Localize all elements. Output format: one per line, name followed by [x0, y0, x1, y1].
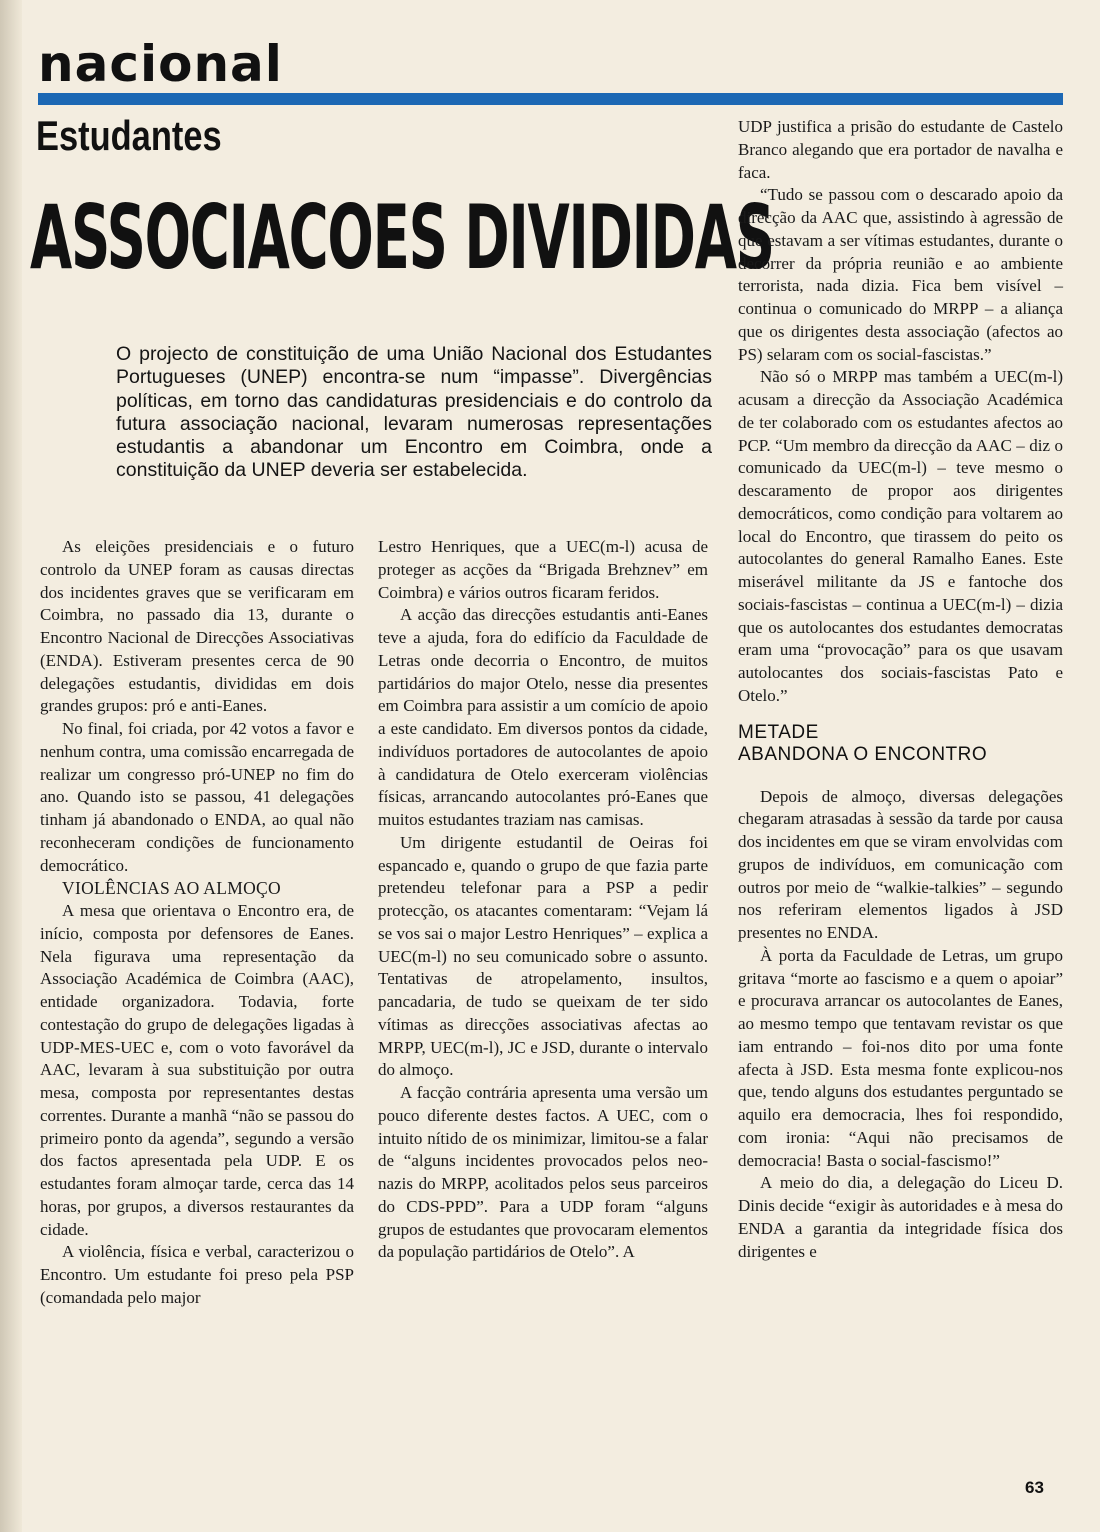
paragraph: Depois de almoço, diversas delegações chegaram atrasadas à sessão da tarde por causa dos incidentes em que se viram envolvidas com grupos de indivíduos, em comunicação com outros por meio de “walkie-talkies” – segundo nos referiram elementos ligados à JSD presentes no ENDA.: [738, 786, 1063, 942]
page-edge-shadow: [0, 0, 22, 1532]
article-kicker: Estudantes: [36, 112, 222, 159]
section-title: nacional: [38, 35, 283, 93]
section-rule: [38, 93, 1063, 105]
paragraph: Não só o MRPP mas também a UEC(m-l) acusam a direcção da Associação Académica de ter colaborado com os estudantes afectos ao PCP. “Um membro da direcção da AAC – diz o comunicado da UEC(m-l) – teve mesmo o descaramento de propor aos dirigentes democráticos, como condição para voltarem ao local do Encontro, que tirassem do peito os autocolantes do general Ramalho Eanes. Este miserável militante da JS e fantoche dos sociais-fascistas – continua a UEC(m-l) – dizia que os autolocantes dos estudantes democratas eram uma “provocação” para os que usavam autolocantes dos sociais-fascistas Pato e Otelo.”: [738, 367, 1063, 705]
paragraph: A mesa que orientava o Encontro era, de início, composta por defensores de Eanes. Nela figurava uma representação da Associação Académica de Coimbra (AAC), entidade organizadora. Todavia, forte contestação do grupo de delegações ligadas à UDP-MES-UEC e, com o voto favorável da AAC, levaram à sua substituição por outra mesa, composta por representantes destas correntes. Durante a manhã “não se passou do primeiro ponto da agenda”, segundo a versão dos factos apresentada pela UDP. E os estudantes foram almoçar tarde, cerca das 14 horas, por grupos, a diversos restaurantes da cidade.: [40, 901, 354, 1239]
paragraph: A facção contrária apresenta uma versão um pouco diferente destes factos. A UEC, com o intuito nítido de os minimizar, limitou-se a falar de “alguns incidentes provocados pelos neo-nazis do MRPP, acolitados pelos seus parceiros do CDS-PPD”. Para a UDP foram “alguns grupos de estudantes que provocaram elementos da população partidários de Otelo”. A: [378, 1083, 708, 1262]
page-number: 63: [1025, 1478, 1044, 1497]
subheading: VIOLÊNCIAS AO ALMOÇO: [62, 878, 281, 899]
paragraph: UDP justifica a prisão do estudante de Castelo Branco alegando que era portador de navalha e faca.: [738, 117, 1063, 182]
body-column-2: [378, 536, 708, 1264]
paragraph: As eleições presidenciais e o futuro controlo da UNEP foram as causas directas dos incidentes graves que se verificaram em Coimbra, no passado dia 13, durante o Encontro Nacional de Direcções Associativas (ENDA). Estiveram presentes cerca de 90 delegações estudantis, divididas em dois grandes grupos: pró e anti-Eanes.: [40, 537, 354, 716]
paragraph: A acção das direcções estudantis anti-Eanes teve a ajuda, fora do edifício da Faculdade de Letras onde decorria o Encontro, de muitos partidários do major Otelo, nesse dia presentes em Coimbra para assistir a um comício de apoio a este candidato. Em diversos pontos da cidade, indivíduos portadores de autocolantes de apoio à candidatura de Otelo exerceram violências físicas, arrancando autocolantes pró-Eanes que muitos estudantes traziam nas camisas.: [378, 605, 708, 829]
paragraph: A violência, física e verbal, caracterizou o Encontro. Um estudante foi preso pela PSP (comandada pelo major: [40, 1242, 354, 1307]
paragraph: Lestro Henriques, que a UEC(m-l) acusa de proteger as acções da “Brigada Brehznev” em Coimbra) e vários outros ficaram feridos.: [378, 537, 708, 602]
body-column-3: [738, 116, 1063, 1263]
paragraph: À porta da Faculdade de Letras, um grupo gritava “morte ao fascismo e a quem o apoiar” e procurava arrancar os autocolantes de Eanes, ao mesmo tempo que tentavam revistar os que iam entrando – foi-nos dito por uma fonte afecta à JSD. Esta mesma fonte explicou-nos que, tendo alguns dos estudantes perguntado se aquilo era democracia, lhes foi respondido, com ironia: “Aqui não precisamos de democracia! Basta o social-fascismo!”: [738, 945, 1063, 1170]
article-headline: ASSOCIACOES DIVIDIDAS: [30, 186, 774, 289]
subheading: [738, 722, 1063, 766]
paragraph: A meio do dia, a delegação do Liceu D. Dinis decide “exigir às autoridades e à mesa do ENDA a garantia da integridade física dos dirigentes e: [738, 1173, 1063, 1261]
paragraph: No final, foi criada, por 42 votos a favor e nenhum contra, uma comissão encarregada de realizar um congresso pró-UNEP no fim do ano. Quando isto se passou, 41 delegações tinham já abandonado o ENDA, ao qual não reconheceram condições de funcionamento democrático.: [40, 719, 354, 875]
subheading-line: ABANDONA O ENCONTRO: [738, 743, 988, 765]
paragraph: Um dirigente estudantil de Oeiras foi espancado e, quando o grupo de que fazia parte pretendeu telefonar para a PSP a pedir protecção, os atacantes comentaram: “Vejam lá se vos sai o major Lestro Henriques” – explica a UEC(m-l) no seu comunicado sobre o assunto. Tentativas de atropelamento, insultos, pancadaria, de tudo se queixam de ter sido vítimas as direcções associativas afectas ao MRPP, UEC(m-l), JC e JSD, durante o intervalo do almoço.: [378, 832, 708, 1080]
body-column-1: [40, 536, 354, 1310]
paragraph: “Tudo se passou com o descarado apoio da direcção da AAC que, assistindo à agressão de que estavam a ser vítimas estudantes, durante o decorrer da própria reunião e ao ambiente terrorista, nada dizia. Fica bem visível – continua o comunicado do MRPP – a aliança que os dirigentes desta associação (afectos ao PS) selaram com os social-fascistas.”: [738, 185, 1063, 364]
article-lead: O projecto de constituição de uma União Nacional dos Estudantes Portugueses (UNEP) encontra-se num “impasse”. Divergências políticas, em torno das candidaturas presidenciais e do controlo da futura associação nacional, levaram numerosas representações estudantis a abandonar um Encontro em Coimbra, onde a constituição da UNEP deveria ser estabelecida.: [116, 343, 712, 482]
subheading-line: METADE: [738, 721, 819, 743]
